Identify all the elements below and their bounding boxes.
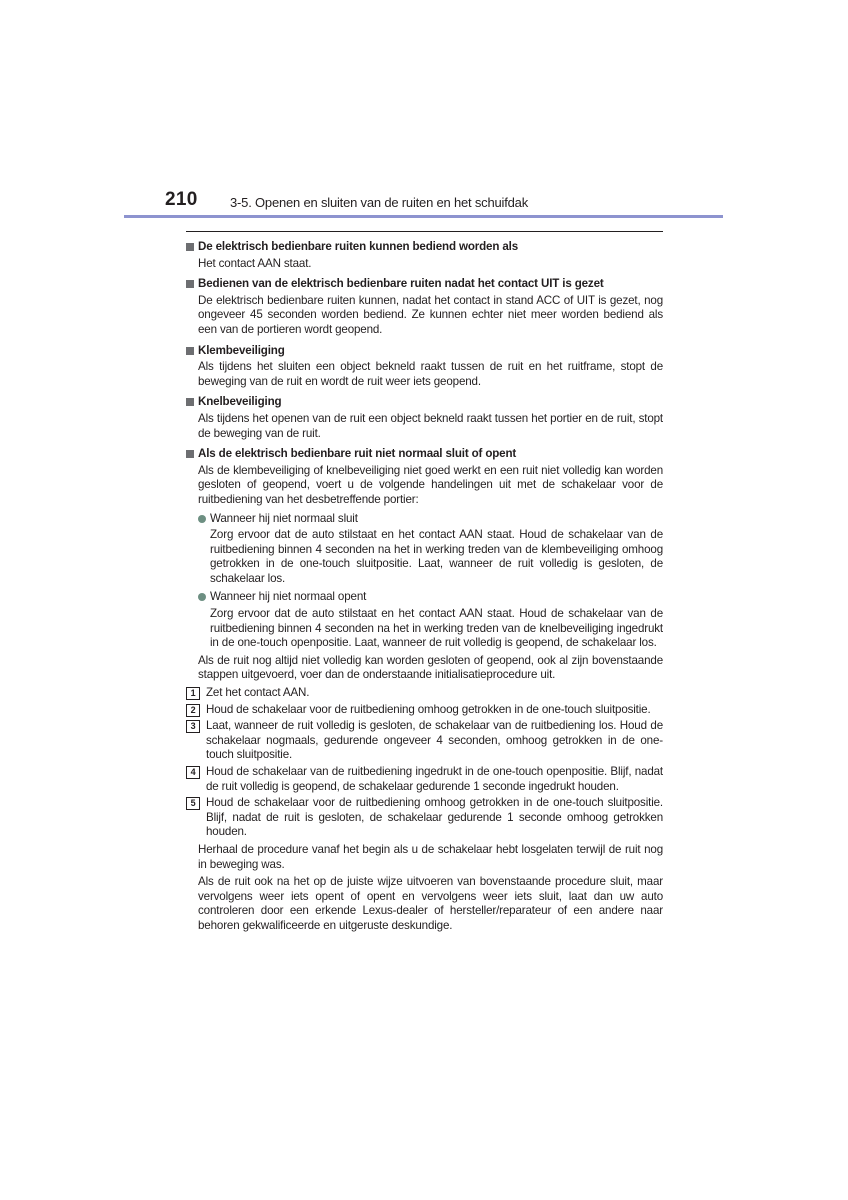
topic-text: De elektrisch bedienbare ruiten kunnen, nadat het contact in stand ACC of UIT is gezet, nog ongeveer 45 seconden worden bediend. Ze kunnen echter niet meer worden bediend als een van de portieren wordt geopend. bbox=[198, 293, 663, 336]
topic-heading bbox=[186, 447, 663, 462]
square-bullet-icon bbox=[186, 243, 194, 251]
bullet-heading bbox=[198, 590, 663, 605]
bullet-title: Wanneer hij niet normaal opent bbox=[210, 590, 367, 604]
step bbox=[190, 719, 663, 763]
step-text: Zet het contact AAN. bbox=[206, 686, 310, 700]
topic-heading-text: Als de elektrisch bedienbare ruit niet normaal sluit of opent bbox=[198, 447, 517, 461]
step bbox=[190, 686, 663, 701]
topic-text: Als tijdens het openen van de ruit een object bekneld raakt tussen het portier en de ruit, stopt de beweging van de ruit. bbox=[198, 411, 663, 440]
bullet-text: Zorg ervoor dat de auto stilstaat en het contact AAN staat. Houd de schakelaar van de ruitbediening binnen 4 seconden na het in werking treden van de klembeveiliging omhoog getrokken in de one-touch sluitpositie. Laat, wanneer de ruit volledig is gesloten, de schakelaar los. bbox=[210, 528, 663, 585]
topic-heading-text: De elektrisch bedienbare ruiten kunnen bediend worden als bbox=[198, 240, 519, 253]
steps-list bbox=[190, 686, 663, 840]
topic-text: Als tijdens het sluiten een object bekneld raakt tussen de ruit en het ruitframe, stopt de beweging van de ruit en wordt de ruit weer iets geopend. bbox=[198, 360, 663, 388]
topic-heading bbox=[186, 344, 663, 359]
topic bbox=[186, 447, 663, 933]
square-bullet-icon bbox=[186, 347, 194, 355]
page-number: 210 bbox=[165, 189, 198, 210]
square-bullet-icon bbox=[186, 398, 194, 406]
step-text: Houd de schakelaar voor de ruitbediening omhoog getrokken in de one-touch sluitpositie. bbox=[206, 702, 651, 716]
step-number: 1 bbox=[186, 687, 200, 700]
topic-heading bbox=[186, 240, 663, 255]
step-text: Laat, wanneer de ruit volledig is gesloten, de schakelaar van de ruitbediening los. Houd de schakelaar nogmaals, gedurende ongeveer 4 seconden, omhoog getrokken in de one-touch sluitpositie. bbox=[206, 719, 663, 762]
step-number: 2 bbox=[186, 704, 200, 717]
topic bbox=[186, 240, 663, 271]
step-text: Houd de schakelaar voor de ruitbediening omhoog getrokken in de one-touch sluitpositie. Blijf, nadat de ruit is gesloten, de schakelaar gedurende 1 seconde omhoog getrokken houden. bbox=[206, 796, 663, 839]
outro-text: Herhaal de procedure vanaf het begin als u de schakelaar hebt losgelaten terwijl de ruit nog in beweging was. bbox=[198, 842, 663, 871]
round-bullet-icon bbox=[198, 593, 206, 601]
step bbox=[190, 702, 663, 718]
bullet-text: Zorg ervoor dat de auto stilstaat en het contact AAN staat. Houd de schakelaar van de ruitbediening binnen 4 seconden na het in werking treden van de knelbeveiliging ingedrukt in de one-touch openpositie. Laat, wanneer de ruit volledig is geopend, de schakelaar los. bbox=[210, 607, 663, 650]
topic bbox=[186, 395, 663, 441]
topic bbox=[186, 344, 663, 390]
topic-heading-text: Bedienen van de elektrisch bedienbare ruiten nadat het contact UIT is gezet bbox=[198, 277, 604, 291]
topic-heading bbox=[186, 277, 663, 292]
steps-intro: Als de ruit nog altijd niet volledig kan worden gesloten of geopend, ook al zijn bovenstaande stappen uitgevoerd, voer dan de onderstaande initialisatieprocedure uit. bbox=[198, 653, 663, 682]
outro-text: Als de ruit ook na het op de juiste wijze uitvoeren van bovenstaande procedure sluit, maar vervolgens weer iets opent of opent en vervolgens weer iets sluit, laat dan uw auto controleren door een erkende Lexus-dealer of hersteller/reparateur of een andere naar behoren gekwalificeerde en uitgeruste deskundige. bbox=[198, 875, 663, 932]
square-bullet-icon bbox=[186, 280, 194, 288]
step-text: Houd de schakelaar van de ruitbediening ingedrukt in de one-touch openpositie. Blijf, nadat de ruit volledig is geopend, de schakelaar gedurende 1 seconde ingedrukt houden. bbox=[206, 765, 663, 793]
step-number: 3 bbox=[186, 720, 200, 733]
topic-heading-text: Knelbeveiliging bbox=[198, 395, 282, 409]
square-bullet-icon bbox=[186, 450, 194, 458]
bullet-title: Wanneer hij niet normaal sluit bbox=[210, 511, 358, 525]
topic bbox=[186, 277, 663, 337]
topic-heading-text: Klembeveiliging bbox=[198, 343, 285, 357]
topic-heading bbox=[186, 395, 663, 410]
round-bullet-icon bbox=[198, 515, 206, 523]
step bbox=[190, 796, 663, 840]
topic-text: Het contact AAN staat. bbox=[198, 256, 312, 270]
step-number: 5 bbox=[186, 797, 200, 810]
bullet-heading bbox=[198, 512, 663, 527]
header-rule bbox=[124, 215, 723, 218]
step-number: 4 bbox=[186, 766, 200, 779]
topic-intro: Als de klembeveiliging of knelbeveiliging niet goed werkt en een ruit niet volledig kan worden gesloten of geopend, voert u de volgende handelingen uit met de schakelaar voor de ruitbediening van het desbetreffende portier: bbox=[198, 463, 663, 506]
section-title: 3-5. Openen en sluiten van de ruiten en het schuifdak bbox=[230, 195, 528, 210]
page-header bbox=[0, 0, 848, 220]
step bbox=[190, 765, 663, 794]
content bbox=[186, 231, 663, 937]
